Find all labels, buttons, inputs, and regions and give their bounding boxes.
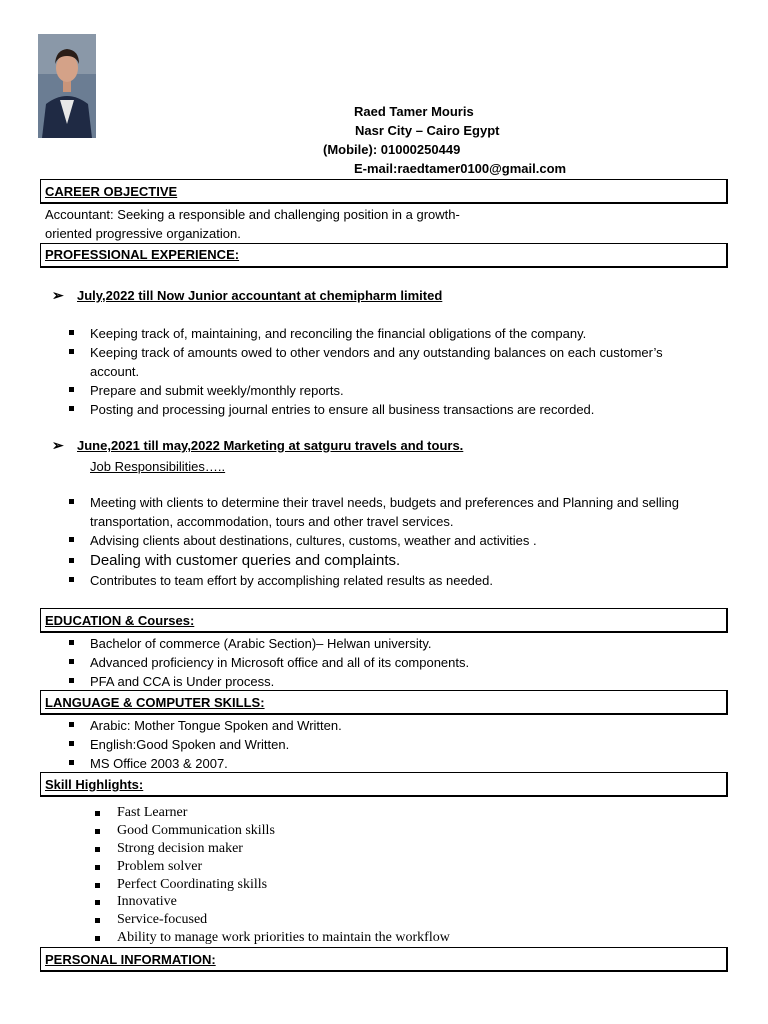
language-item: Arabic: Mother Tongue Spoken and Written. <box>90 718 342 733</box>
square-bullet-icon <box>69 678 74 683</box>
arrow-bullet-icon: ➢ <box>52 437 64 453</box>
skill-item: Strong decision maker <box>117 841 243 856</box>
square-bullet-icon <box>69 741 74 746</box>
square-bullet-icon <box>95 918 100 923</box>
section-title: PROFESSIONAL EXPERIENCE: <box>45 247 240 262</box>
job-heading: June,2021 till may,2022 Marketing at satguru travels and tours. <box>77 438 464 453</box>
section-header-experience <box>40 243 728 268</box>
skill-item: Problem solver <box>117 859 203 874</box>
education-item: PFA and CCA is Under process. <box>90 674 275 689</box>
skill-item: Good Communication skills <box>117 823 275 838</box>
square-bullet-icon <box>95 847 100 852</box>
job-item: Prepare and submit weekly/monthly reports. <box>90 383 344 398</box>
skill-item: Ability to manage work priorities to maintain the workflow <box>117 930 450 945</box>
section-header-education <box>40 608 728 633</box>
square-bullet-icon <box>95 900 100 905</box>
job-item: account. <box>90 364 140 379</box>
square-bullet-icon <box>95 811 100 816</box>
section-header-career-objective <box>40 179 728 204</box>
address: Nasr City – Cairo Egypt <box>355 123 500 138</box>
person-portrait-icon <box>38 34 96 138</box>
objective-line: Accountant: Seeking a responsible and challenging position in a growth- <box>45 207 460 222</box>
square-bullet-icon <box>69 577 74 582</box>
objective-line: oriented progressive organization. <box>45 226 241 241</box>
square-bullet-icon <box>95 865 100 870</box>
section-title: PERSONAL INFORMATION: <box>45 952 216 967</box>
job-item: Meeting with clients to determine their travel needs, budgets and preferences and Planning and selling <box>90 495 679 510</box>
job-item: Contributes to team effort by accomplishing related results as needed. <box>90 573 493 588</box>
square-bullet-icon <box>69 537 74 542</box>
skill-item: Perfect Coordinating skills <box>117 877 268 892</box>
square-bullet-icon <box>69 722 74 727</box>
section-title: LANGUAGE & COMPUTER SKILLS: <box>45 695 265 710</box>
email-address: E-mail:raedtamer0100@gmail.com <box>354 161 567 176</box>
square-bullet-icon <box>69 349 74 354</box>
skill-item: Innovative <box>117 894 177 909</box>
job-item: Dealing with customer queries and complaints. <box>90 552 401 569</box>
mobile-number: (Mobile): 01000250449 <box>323 142 461 157</box>
square-bullet-icon <box>69 760 74 765</box>
square-bullet-icon <box>69 659 74 664</box>
section-header-personal <box>40 947 728 972</box>
square-bullet-icon <box>69 330 74 335</box>
candidate-name: Raed Tamer Mouris <box>354 104 474 119</box>
square-bullet-icon <box>69 499 74 504</box>
job-item: Keeping track of amounts owed to other vendors and any outstanding balances on each customer’s <box>90 345 663 360</box>
job-item: Advising clients about destinations, cultures, customs, weather and activities . <box>90 533 537 548</box>
section-title: Skill Highlights: <box>45 777 144 792</box>
square-bullet-icon <box>95 936 100 941</box>
section-header-language <box>40 690 728 715</box>
job-heading: July,2022 till Now Junior accountant at chemipharm limited <box>77 288 443 303</box>
skill-item: Fast Learner <box>117 805 188 820</box>
language-item: English:Good Spoken and Written. <box>90 737 290 752</box>
square-bullet-icon <box>69 640 74 645</box>
square-bullet-icon <box>95 883 100 888</box>
job-item: Keeping track of, maintaining, and reconciling the financial obligations of the company. <box>90 326 587 341</box>
education-item: Bachelor of commerce (Arabic Section)– Helwan university. <box>90 636 432 651</box>
job-item: Posting and processing journal entries to ensure all business transactions are recorded. <box>90 402 595 417</box>
square-bullet-icon <box>69 558 74 563</box>
job-item: transportation, accommodation, tours and other travel services. <box>90 514 454 529</box>
language-item: MS Office 2003 & 2007. <box>90 756 228 771</box>
square-bullet-icon <box>69 387 74 392</box>
profile-photo <box>38 34 96 138</box>
arrow-bullet-icon: ➢ <box>52 287 64 303</box>
education-item: Advanced proficiency in Microsoft office and all of its components. <box>90 655 470 670</box>
square-bullet-icon <box>95 829 100 834</box>
section-title: EDUCATION & Courses: <box>45 613 195 628</box>
section-header-skills <box>40 772 728 797</box>
skill-item: Service-focused <box>117 912 208 927</box>
square-bullet-icon <box>69 406 74 411</box>
section-title: CAREER OBJECTIVE <box>45 184 178 199</box>
job-subheading: Job Responsibilities….. <box>90 459 226 474</box>
